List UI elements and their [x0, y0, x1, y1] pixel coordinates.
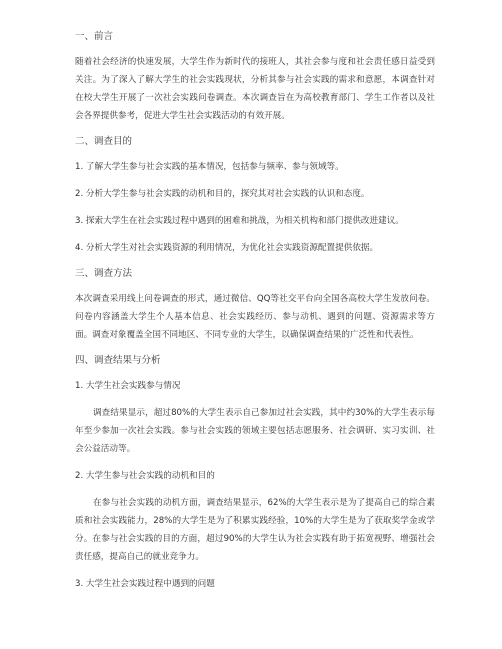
- method-paragraph: 本次调查采用线上问卷调查的形式，通过微信、QQ等社交平台向全国各高校大学生发放问卷。问卷内容涵盖大学生个人基本信息、社会实践经历、参与动机、遇到的问题、资源需求等方面。调查对象覆盖全国不同地区、不同专业的大学生，以确保调查结果的广泛性和代表性。: [75, 294, 435, 340]
- purpose-item-4: 4. 分析大学生对社会实践资源的利用情况，为优化社会实践资源配置提供依据。: [75, 243, 379, 253]
- purpose-item-3: 3. 探索大学生在社会实践过程中遇到的困难和挑战，为相关机构和部门提供改进建议。: [75, 216, 404, 226]
- purpose-item-2: 2. 分析大学生参与社会实践的动机和目的，探究其对社会实践的认识和态度。: [75, 189, 370, 199]
- document-page: [75, 22, 435, 593]
- results-paragraph-2: 在参与社会实践的动机方面，调查结果显示，62%的大学生表示是为了提高自己的综合素质和社会实践能力，28%的大学生是为了积累实践经验，10%的大学生是为了获取奖学金或学分。在参与社会实践的目的方面，超过90%的大学生认为社会实践有助于拓宽视野、增强社会责任感，提高自己的就业竞争力。: [75, 498, 435, 562]
- section-heading-method: 三、调查方法: [75, 268, 133, 279]
- section-heading-results: 四、调查结果与分析: [75, 355, 161, 366]
- results-subheading-1: 1. 大学生社会实践参与情况: [75, 381, 181, 391]
- results-subheading-2: 2. 大学生参与社会实践的动机和目的: [75, 471, 215, 481]
- results-paragraph-1: 调查结果显示，超过80%的大学生表示自己参加过社会实践，其中约30%的大学生表示每年至少参加一次社会实践。参与社会实践的领域主要包括志愿服务、社会调研、实习实训、社会公益活动等。: [75, 408, 435, 454]
- purpose-item-1: 1. 了解大学生参与社会实践的基本情况，包括参与频率、参与领域等。: [75, 162, 344, 172]
- preface-paragraph: 随着社会经济的快速发展，大学生作为新时代的接班人，其社会参与度和社会责任感日益受到关注。为了深入了解大学生的社会实践现状，分析其参与社会实践的需求和意愿，本调查针对在校大学生开展了一次社会实践问卷调查。本次调查旨在为高校教育部门、学生工作者以及社会各界提供参考，促进大学生社会实践活动的有效开展。: [75, 57, 435, 121]
- section-heading-purpose: 二、调查目的: [75, 136, 133, 147]
- results-subheading-3: 3. 大学生社会实践过程中遇到的问题: [75, 579, 215, 589]
- section-heading-preface: 一、前言: [75, 31, 114, 42]
